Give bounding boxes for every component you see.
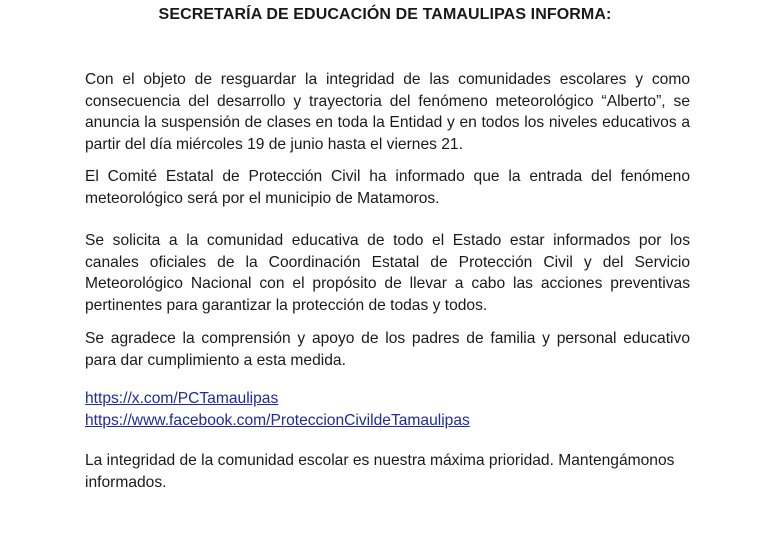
paragraph-suspension: Con el objeto de resguardar la integridad de las comunidades escolares y como consecuencia del desarrollo y trayectoria del fenómeno meteorológico “Alberto”, se anuncia la suspensión de clases en toda la Entidad y en todos los niveles educativos a partir del día miércoles 19 de junio hasta el viernes 21. — [85, 71, 690, 153]
links-block — [85, 388, 690, 431]
paragraph-official-channels: Se solicita a la comunidad educativa de todo el Estado estar informados por los canales oficiales de la Coordinación Estatal de Protección Civil y del Servicio Meteorológico Nacional con el propósito de llevar a cabo las acciones preventivas pertinentes para garantizar la protección de todas y todos. — [85, 232, 690, 314]
paragraph-civil-protection: El Comité Estatal de Protección Civil ha informado que la entrada del fenómeno meteorológico será por el municipio de Matamoros. — [85, 168, 690, 207]
link-x-pctamaulipas[interactable]: https://x.com/PCTamaulipas — [85, 390, 279, 407]
closing-statement: La integridad de la comunidad escolar es nuestra máxima prioridad. Mantengámonos informados. — [85, 452, 675, 491]
announcement-title: SECRETARÍA DE EDUCACIÓN DE TAMAULIPAS INFORMA: — [158, 6, 612, 23]
link-facebook-proteccion-civil[interactable]: https://www.facebook.com/ProteccionCivildeTamaulipas — [85, 411, 470, 429]
paragraph-thanks: Se agradece la comprensión y apoyo de los padres de familia y personal educativo para dar cumplimiento a esta medida. — [85, 330, 690, 369]
